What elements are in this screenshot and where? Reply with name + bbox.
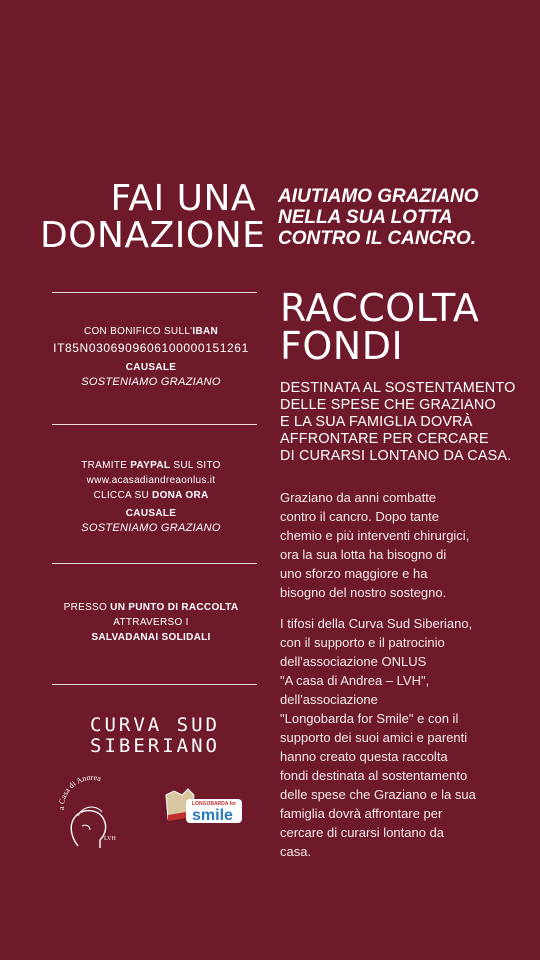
paypal-causale-label: CAUSALE <box>125 508 177 519</box>
paragraph-1-line: contro il cancro. Dopo tante <box>280 509 439 524</box>
curva-line1: CURVA SUD <box>90 714 220 736</box>
paragraph-1-line: chemio e più interventi chirurgici, <box>280 528 470 543</box>
paypal-section <box>40 458 262 536</box>
raccolta-line2: FONDI <box>280 324 404 368</box>
divider-top <box>52 292 257 293</box>
longobarda-smile-logo <box>162 785 246 827</box>
curva-line2: SIBERIANO <box>90 735 220 757</box>
bonifico-causale: SOSTENIAMO GRAZIANO <box>81 376 221 388</box>
paragraph-2-line: dell'associazione <box>280 692 378 707</box>
paragraph-2-line: fondi destinata al sostentamento <box>280 768 468 783</box>
dona-ora-label: DONA ORA <box>152 490 209 501</box>
punto-attraverso: ATTRAVERSO I <box>113 617 189 628</box>
donation-heading-line2: DONAZIONE <box>40 215 266 256</box>
bonifico-intro: CON BONIFICO SULL'IBAN <box>83 326 219 337</box>
paragraph-2-line: dell'associazione ONLUS <box>280 654 427 669</box>
donation-heading <box>40 178 266 256</box>
svg-text:a Casa di Andrea <box>57 776 103 810</box>
punto-section <box>40 600 262 645</box>
raccolta-title <box>280 286 520 368</box>
paragraph-2-line: I tifosi della Curva Sud Siberiano, <box>280 616 473 631</box>
destinata-block <box>280 380 520 465</box>
bonifico-section <box>40 324 262 390</box>
destinata-line5: DI CURARSI LONTANO DA CASA. <box>280 448 512 464</box>
paypal-intro: TRAMITE PAYPAL SUL SITO <box>81 460 221 471</box>
paragraph-2-line: hanno creato questa raccolta <box>280 749 448 764</box>
paragraph-1 <box>280 488 520 602</box>
slogan-line2: NELLA SUA LOTTA <box>278 207 453 228</box>
raccolta-line1: RACCOLTA <box>280 286 480 330</box>
punto-salvadanai: SALVADANAI SOLIDALI <box>91 632 211 643</box>
slogan <box>278 186 528 249</box>
donation-heading-line1: FAI UNA <box>110 178 256 219</box>
paragraph-2-line: cercare di curarsi lontano da <box>280 825 445 840</box>
destinata-line3: E LA SUA FAMIGLIA DOVRÀ <box>280 414 473 430</box>
paragraph-2-line: "A casa di Andrea – LVH", <box>280 673 430 688</box>
punto-intro: PRESSO UN PUNTO DI RACCOLTA <box>63 602 239 613</box>
divider-3 <box>52 563 257 564</box>
iban-value[interactable]: IT85N0306909606100000151261 <box>53 341 249 355</box>
paragraph-2-line: supporto dei suoi amici e parenti <box>280 730 468 745</box>
casa-di-andrea-logo <box>56 776 128 852</box>
smile-logo-small: LONGOBARDA for <box>192 801 237 807</box>
divider-4 <box>52 684 257 685</box>
paypal-site-link[interactable]: www.acasadiandreaonlus.it <box>86 475 216 486</box>
andrea-logo-sub: LVH <box>104 836 116 842</box>
divider-2 <box>52 424 257 425</box>
paragraph-2-line: casa. <box>280 844 312 859</box>
paragraph-2-line: delle spese che Graziano e la sua <box>280 787 476 802</box>
paragraph-1-line: ora la sua lotta ha bisogno di <box>280 547 447 562</box>
paragraph-2-line: famiglia dovrà affrontare per <box>280 806 443 821</box>
curva-sud-logo <box>60 715 250 757</box>
paragraph-2-line: con il supporto e il patrocinio <box>280 635 445 650</box>
paragraph-2 <box>280 614 520 861</box>
slogan-line1: AIUTIAMO GRAZIANO <box>278 186 479 207</box>
slogan-line3: CONTRO IL CANCRO. <box>278 228 477 249</box>
paragraph-1-line: bisogno del nostro sostegno. <box>280 585 447 600</box>
destinata-line1: DESTINATA AL SOSTENTAMENTO <box>280 380 516 396</box>
paragraph-2-line: "Longobarda for Smile" e con il <box>280 711 459 726</box>
iban-label: IBAN <box>192 326 219 337</box>
paragraph-1-line: uno sforzo maggiore e ha <box>280 566 428 581</box>
destinata-line2: DELLE SPESE CHE GRAZIANO <box>280 397 496 413</box>
bonifico-causale-label: CAUSALE <box>125 362 177 373</box>
andrea-logo-text: a Casa di Andrea <box>56 776 103 811</box>
smile-logo-big: smile <box>192 807 233 824</box>
paragraph-1-line: Graziano da anni combatte <box>280 490 437 505</box>
destinata-line4: AFFRONTARE PER CERCARE <box>280 431 489 447</box>
paypal-causale: SOSTENIAMO GRAZIANO <box>81 522 221 534</box>
paypal-click: CLICCA SU DONA ORA <box>93 490 209 501</box>
